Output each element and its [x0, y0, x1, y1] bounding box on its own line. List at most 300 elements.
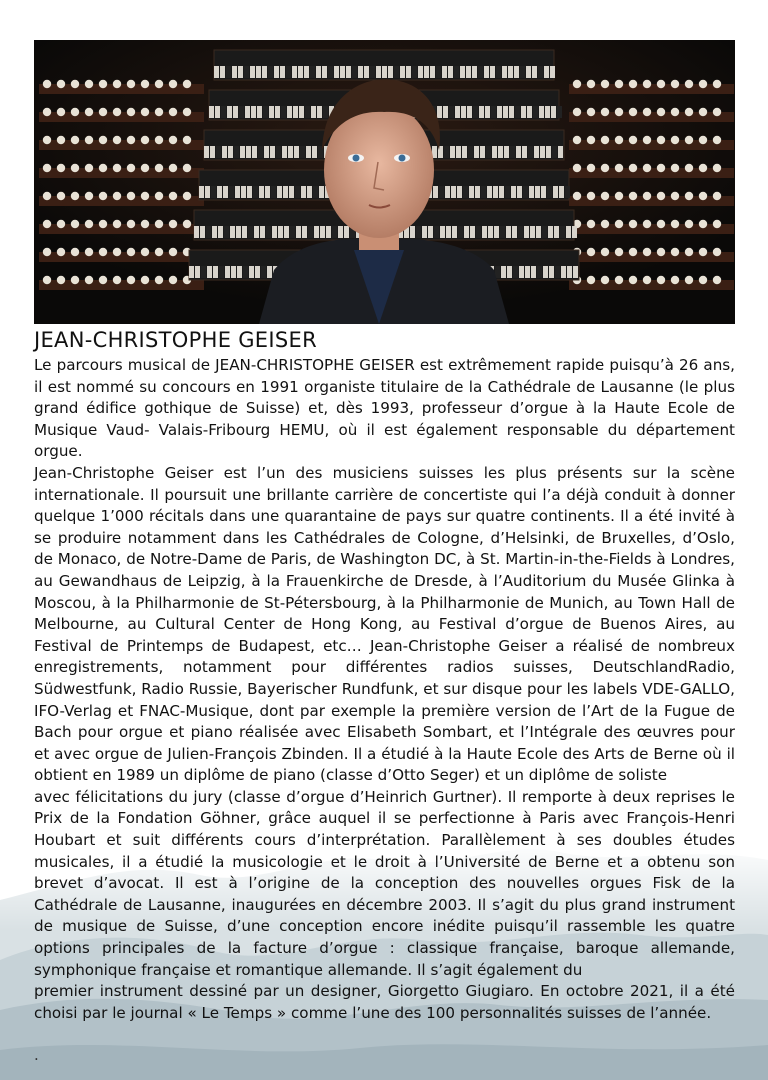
organ-key	[527, 106, 532, 118]
organ-key	[232, 66, 237, 78]
organ-key	[406, 66, 411, 78]
organ-key	[295, 186, 300, 198]
organ-key	[271, 186, 276, 198]
organ-key	[237, 266, 242, 278]
organ-key	[495, 266, 500, 278]
organ-key	[444, 146, 449, 158]
organ-key	[231, 266, 236, 278]
organ-stop-knob	[615, 248, 623, 256]
organ-key	[533, 106, 538, 118]
organ-key	[235, 186, 240, 198]
organ-stop-knob	[85, 248, 93, 256]
organ-stop-knob	[57, 164, 65, 172]
organ-key	[194, 226, 199, 238]
organ-key	[566, 226, 571, 238]
organ-stop-knob	[155, 108, 163, 116]
organ-stop-knob	[643, 80, 651, 88]
organ-key	[382, 66, 387, 78]
organ-key	[558, 146, 563, 158]
organ-stop-knob	[671, 164, 679, 172]
organ-key	[220, 66, 225, 78]
organ-key	[486, 146, 491, 158]
organ-stop-knob	[141, 276, 149, 284]
organ-key	[274, 66, 279, 78]
organ-key	[457, 186, 462, 198]
organ-stop-knob	[587, 136, 595, 144]
organ-stop-knob	[629, 276, 637, 284]
organ-key	[567, 266, 572, 278]
organ-key	[509, 106, 514, 118]
organ-key	[314, 226, 319, 238]
organ-stop-knob	[113, 220, 121, 228]
organ-stop-knob	[43, 192, 51, 200]
organ-key	[517, 186, 522, 198]
organ-key	[258, 146, 263, 158]
organ-stop-knob	[183, 80, 191, 88]
organ-key	[479, 106, 484, 118]
organ-key	[205, 186, 210, 198]
organ-key	[317, 106, 322, 118]
organ-stop-knob	[127, 248, 135, 256]
organ-key	[216, 146, 221, 158]
organ-stop-knob	[155, 192, 163, 200]
organ-stop-knob	[169, 248, 177, 256]
organ-key	[204, 146, 209, 158]
organ-stop-knob	[43, 164, 51, 172]
organ-stop-knob	[629, 80, 637, 88]
organ-key	[219, 266, 224, 278]
organ-key	[493, 186, 498, 198]
organ-key	[469, 186, 474, 198]
organ-stop-knob	[71, 192, 79, 200]
organ-key	[266, 226, 271, 238]
organ-key	[253, 186, 258, 198]
organ-key	[455, 106, 460, 118]
organ-key	[474, 146, 479, 158]
organ-stop-knob	[713, 192, 721, 200]
organ-stop-knob	[43, 276, 51, 284]
organ-stop-knob	[615, 192, 623, 200]
organ-key	[488, 226, 493, 238]
organ-stop-knob	[169, 136, 177, 144]
organ-stop-knob	[685, 276, 693, 284]
organ-key	[294, 146, 299, 158]
organ-key	[346, 66, 351, 78]
biography-paragraph-1: Le parcours musical de JEAN-CHRISTOPHE GEISER est extrêmement rapide puisqu’à 26 ans, il est nommé su concours en 1991 organiste titulaire de la Cathédrale de Lausanne (le plus grand édifice gothique de Suisse) et, dès 1993, professeur d’orgue à la Haute Ecole de Musique Vaud- Valais-Fribourg HEMU, où il est également responsable du département orgue.	[34, 356, 735, 461]
organ-stop-knob	[183, 164, 191, 172]
organ-key	[370, 66, 375, 78]
organ-stop-knob	[685, 248, 693, 256]
organ-stop-knob	[615, 220, 623, 228]
organ-key	[282, 146, 287, 158]
organ-key	[226, 66, 231, 78]
organ-stop-knob	[113, 80, 121, 88]
biography-section	[34, 328, 735, 1024]
organ-stop-knob	[685, 80, 693, 88]
organ-stop-knob	[183, 108, 191, 116]
organ-key	[249, 266, 254, 278]
organ-key	[424, 66, 429, 78]
organ-key	[531, 266, 536, 278]
organ-stop-knob	[71, 248, 79, 256]
organ-stop-knob	[601, 192, 609, 200]
organ-key	[319, 186, 324, 198]
organ-key	[451, 186, 456, 198]
organ-key	[304, 66, 309, 78]
biography-paragraph-2: Jean-Christophe Geiser est l’un des musiciens suisses les plus présents sur la scène internationale. Il poursuit une brillante carrière de concertiste qui l’a déjà conduit à donner quelque 1’000 récitals dans une quarantaine de pays sur quatre continents. Il a été invité à se produire notamment dans les Cathédrales de Cologne, d’Helsinki, de Bruxelles, d’Oslo, de Monaco, de Notre-Dame de Paris, de Washington DC, à St. Martin-in-the-Fields à Londres, au Gewandhaus de Leipzig, à la Frauenkirche de Dresde, à l’Auditorium du Musée Glinka à Moscou, à la Philharmonie de St-Pétersbourg, à la Philharmonie de Munich, au Town Hall de Melbourne, au Cultural Center de Hong Kong, au Festival d’orgue de Buenos Aires, au Festival de Printemps de Budapest, etc… Jean-Christophe Geiser a réalisé de nombreux enregistrements, notamment pour différentes radios suisses, DeutschlandRadio, Südwestfunk, Radio Russie, Bayerischer Rundfunk, et sur disque pour les labels VDE-GALLO, IFO-Verlag et FNAC-Musique, dont par exemple la première version de l’Art de la Fugue de Bach pour orgue et piano réalisée avec Elisabeth Sombart, et l’Intégrale des œuvres pour et avec orgue de Julien-François Zbinden. Il a étudié à la Haute Ecole des Arts de Berne où il obtient en 1989 un diplôme de piano (classe d’Otto Seger) et un diplôme de soliste	[34, 463, 735, 785]
organ-stop-knob	[85, 276, 93, 284]
organ-stop-knob	[141, 192, 149, 200]
organ-stop-knob	[685, 220, 693, 228]
organ-stop-knob	[587, 248, 595, 256]
organ-key	[338, 226, 343, 238]
organ-key	[472, 66, 477, 78]
organ-key	[299, 106, 304, 118]
organ-key	[484, 66, 489, 78]
organ-key	[508, 66, 513, 78]
organ-stop-knob	[587, 192, 595, 200]
organ-key	[461, 106, 466, 118]
biography-paragraph-3: avec félicitations du jury (classe d’orgue d’Heinrich Gurtner). Il remporte à deux reprises le Prix de la Fondation Göhner, grâce auquel il se perfectionne à Paris avec François-Henri Houbart et suit différents cours d’interprétation. Parallèlement à ses doubles études musicales, il a étudié la musicologie et le droit à l’Université de Berne et a obtenu son brevet d’avocat. Il est à l’origine de la conception des nouvelles orgues Fisk de la Cathédrale de Lausanne, inaugurées en décembre 2003. Il s’agit du plus grand instrument de musique de Suisse, d’une conception encore inédite puisqu’il rassemble les quatre options principales de la facture d’orgue : classique française, baroque allemande, symphonique française et romantique allemande. Il s’agit également du	[34, 787, 735, 979]
organ-key	[473, 106, 478, 118]
organ-key	[480, 146, 485, 158]
organ-key	[254, 226, 259, 238]
organ-stop-knob	[113, 276, 121, 284]
organ-key	[234, 146, 239, 158]
organ-key	[548, 226, 553, 238]
organ-stop-knob	[183, 136, 191, 144]
organ-stop-knob	[699, 192, 707, 200]
organ-stop-knob	[169, 220, 177, 228]
organ-key	[518, 226, 523, 238]
organ-stop-knob	[155, 276, 163, 284]
organ-key	[268, 66, 273, 78]
organ-key	[543, 266, 548, 278]
organ-stop-knob	[127, 220, 135, 228]
organ-key	[278, 226, 283, 238]
organ-key	[246, 146, 251, 158]
organ-key	[394, 66, 399, 78]
organ-stop-knob	[155, 248, 163, 256]
organ-stop-knob	[43, 136, 51, 144]
organ-key	[214, 66, 219, 78]
organ-stop-knob	[141, 248, 149, 256]
organ-stop-knob	[573, 80, 581, 88]
organ-stop-knob	[629, 192, 637, 200]
organ-key	[200, 226, 205, 238]
organ-console-image	[34, 40, 735, 324]
organ-stop-knob	[671, 276, 679, 284]
organ-stop-knob	[155, 164, 163, 172]
organ-key	[410, 226, 415, 238]
organ-key	[255, 266, 260, 278]
organ-key	[247, 186, 252, 198]
organ-key	[538, 66, 543, 78]
organ-key	[263, 106, 268, 118]
organ-stop-knob	[657, 192, 665, 200]
organ-stop-knob	[127, 108, 135, 116]
organ-stop-knob	[113, 248, 121, 256]
organ-key	[267, 266, 272, 278]
organ-stop-knob	[57, 276, 65, 284]
organ-stop-knob	[155, 220, 163, 228]
organ-stop-knob	[113, 192, 121, 200]
organ-key	[430, 66, 435, 78]
organ-stop-knob	[699, 164, 707, 172]
organ-key	[510, 146, 515, 158]
organ-key	[332, 226, 337, 238]
organ-stop-knob	[127, 80, 135, 88]
organ-key	[522, 146, 527, 158]
organ-stop-knob	[643, 164, 651, 172]
organ-key	[520, 66, 525, 78]
organ-key	[535, 186, 540, 198]
organ-stop-knob	[587, 108, 595, 116]
organ-key	[221, 106, 226, 118]
organ-key	[189, 266, 194, 278]
organ-stop-knob	[657, 164, 665, 172]
organ-stop-knob	[169, 276, 177, 284]
organ-key	[223, 186, 228, 198]
organ-key	[540, 146, 545, 158]
organ-stop-knob	[169, 164, 177, 172]
organ-key	[554, 226, 559, 238]
trailing-dot: .	[34, 1046, 39, 1064]
organ-key	[526, 66, 531, 78]
organ-stop-knob	[85, 192, 93, 200]
organ-stop-knob	[699, 80, 707, 88]
organ-key	[494, 226, 499, 238]
organ-key	[312, 146, 317, 158]
organ-key	[245, 106, 250, 118]
organ-key	[272, 226, 277, 238]
organ-stop-knob	[601, 108, 609, 116]
organ-key	[525, 266, 530, 278]
organ-key	[458, 226, 463, 238]
organ-stop-knob	[141, 108, 149, 116]
organ-key	[418, 66, 423, 78]
organ-key	[262, 66, 267, 78]
organ-key	[280, 66, 285, 78]
organ-stop-knob	[573, 136, 581, 144]
organ-key	[257, 106, 262, 118]
organ-stop-knob	[601, 248, 609, 256]
organ-key	[240, 146, 245, 158]
organ-stop-knob	[71, 164, 79, 172]
organ-stop-knob	[43, 80, 51, 88]
organ-stop-knob	[71, 108, 79, 116]
organ-key	[302, 226, 307, 238]
organ-key	[539, 106, 544, 118]
organ-stop-knob	[629, 220, 637, 228]
organ-stop-knob	[657, 80, 665, 88]
organ-stop-knob	[127, 164, 135, 172]
organ-key	[497, 106, 502, 118]
organ-key	[475, 186, 480, 198]
organ-stop-knob	[671, 220, 679, 228]
biography-paragraph-4: premier instrument dessiné par un designer, Giorgetto Giugiaro. En octobre 2021, il a été choisi par le journal « Le Temps » comme l’une des 100 personnalités suisses de l’année.	[34, 982, 735, 1022]
organ-key	[388, 66, 393, 78]
organ-stop-knob	[699, 220, 707, 228]
organ-key	[551, 106, 556, 118]
organ-stop-knob	[685, 164, 693, 172]
organ-stop-knob	[671, 108, 679, 116]
organ-key	[228, 146, 233, 158]
organ-stop-knob	[113, 136, 121, 144]
organ-key	[532, 66, 537, 78]
biography-title: JEAN-CHRISTOPHE GEISER	[34, 328, 317, 352]
organ-key	[546, 146, 551, 158]
organ-key	[462, 146, 467, 158]
organ-key	[505, 186, 510, 198]
organ-key	[476, 226, 481, 238]
organ-key	[301, 186, 306, 198]
organ-key	[289, 186, 294, 198]
organ-key	[256, 66, 261, 78]
organ-key	[454, 66, 459, 78]
organ-key	[450, 146, 455, 158]
organ-stop-knob	[713, 136, 721, 144]
organ-key	[537, 266, 542, 278]
organ-stop-knob	[155, 80, 163, 88]
organ-key	[499, 186, 504, 198]
organ-key	[498, 146, 503, 158]
organ-key	[259, 186, 264, 198]
organ-stop-knob	[699, 248, 707, 256]
organ-key	[536, 226, 541, 238]
organ-key	[212, 226, 217, 238]
organ-key	[561, 266, 566, 278]
organ-stop-knob	[657, 248, 665, 256]
organ-key	[211, 186, 216, 198]
organ-key	[560, 226, 565, 238]
organ-stop-knob	[671, 248, 679, 256]
organ-key	[542, 226, 547, 238]
organ-key	[448, 66, 453, 78]
organ-stop-knob	[141, 164, 149, 172]
organ-key	[478, 66, 483, 78]
organ-key	[224, 226, 229, 238]
organ-stop-knob	[573, 164, 581, 172]
organ-key	[463, 186, 468, 198]
organ-key	[236, 226, 241, 238]
organ-key	[275, 106, 280, 118]
organ-key	[207, 266, 212, 278]
organ-key	[292, 66, 297, 78]
organ-key	[481, 186, 486, 198]
organ-key	[501, 266, 506, 278]
organist-portrait-photo	[34, 40, 735, 324]
organ-key	[565, 186, 570, 198]
organ-key	[528, 146, 533, 158]
organ-key	[521, 106, 526, 118]
organ-stop-knob	[643, 108, 651, 116]
organ-stop-knob	[615, 108, 623, 116]
organ-key	[270, 146, 275, 158]
organ-key	[529, 186, 534, 198]
organ-key	[201, 266, 206, 278]
organ-stop-knob	[169, 80, 177, 88]
organ-stop-knob	[587, 220, 595, 228]
organ-key	[281, 106, 286, 118]
organ-key	[307, 186, 312, 198]
organ-stop-knob	[643, 276, 651, 284]
organ-stop-knob	[57, 248, 65, 256]
organ-stop-knob	[127, 136, 135, 144]
organ-key	[233, 106, 238, 118]
organ-key	[433, 186, 438, 198]
organ-key	[466, 66, 471, 78]
organ-key	[251, 106, 256, 118]
organ-key	[422, 226, 427, 238]
organ-key	[428, 226, 433, 238]
organ-key	[490, 66, 495, 78]
organ-stop-knob	[127, 192, 135, 200]
organ-key	[287, 106, 292, 118]
organ-key	[516, 146, 521, 158]
organ-key	[316, 66, 321, 78]
organ-key	[242, 226, 247, 238]
organ-key	[238, 66, 243, 78]
organ-key	[308, 226, 313, 238]
organ-stop-knob	[573, 192, 581, 200]
organ-stop-knob	[113, 164, 121, 172]
organ-stop-knob	[657, 220, 665, 228]
organ-stop-knob	[671, 192, 679, 200]
organ-stop-knob	[671, 136, 679, 144]
organ-key	[436, 66, 441, 78]
organ-stop-knob	[183, 220, 191, 228]
organ-stop-knob	[615, 80, 623, 88]
organ-key	[434, 226, 439, 238]
organ-key	[264, 146, 269, 158]
organ-stop-knob	[587, 276, 595, 284]
organ-key	[310, 66, 315, 78]
organ-stop-knob	[71, 276, 79, 284]
organ-stop-knob	[699, 136, 707, 144]
organ-key	[296, 226, 301, 238]
organ-key	[328, 66, 333, 78]
organ-stop-knob	[71, 220, 79, 228]
organ-stop-knob	[685, 108, 693, 116]
organ-key	[265, 186, 270, 198]
organ-stop-knob	[99, 80, 107, 88]
organ-stop-knob	[141, 80, 149, 88]
organ-key	[468, 146, 473, 158]
organ-key	[470, 226, 475, 238]
organ-stop-knob	[85, 80, 93, 88]
organ-key	[326, 226, 331, 238]
organ-key	[243, 266, 248, 278]
organ-stop-knob	[657, 108, 665, 116]
organ-key	[442, 66, 447, 78]
organ-stop-knob	[601, 164, 609, 172]
organ-stop-knob	[713, 108, 721, 116]
organ-key	[352, 66, 357, 78]
organ-key	[260, 226, 265, 238]
organ-key	[313, 186, 318, 198]
organ-stop-knob	[99, 164, 107, 172]
organ-stop-knob	[85, 136, 93, 144]
organ-key	[241, 186, 246, 198]
organ-stop-knob	[601, 136, 609, 144]
organ-key	[544, 66, 549, 78]
organ-key	[300, 146, 305, 158]
organ-key	[195, 266, 200, 278]
organ-key	[250, 66, 255, 78]
organ-stop-knob	[57, 108, 65, 116]
organ-key	[552, 146, 557, 158]
